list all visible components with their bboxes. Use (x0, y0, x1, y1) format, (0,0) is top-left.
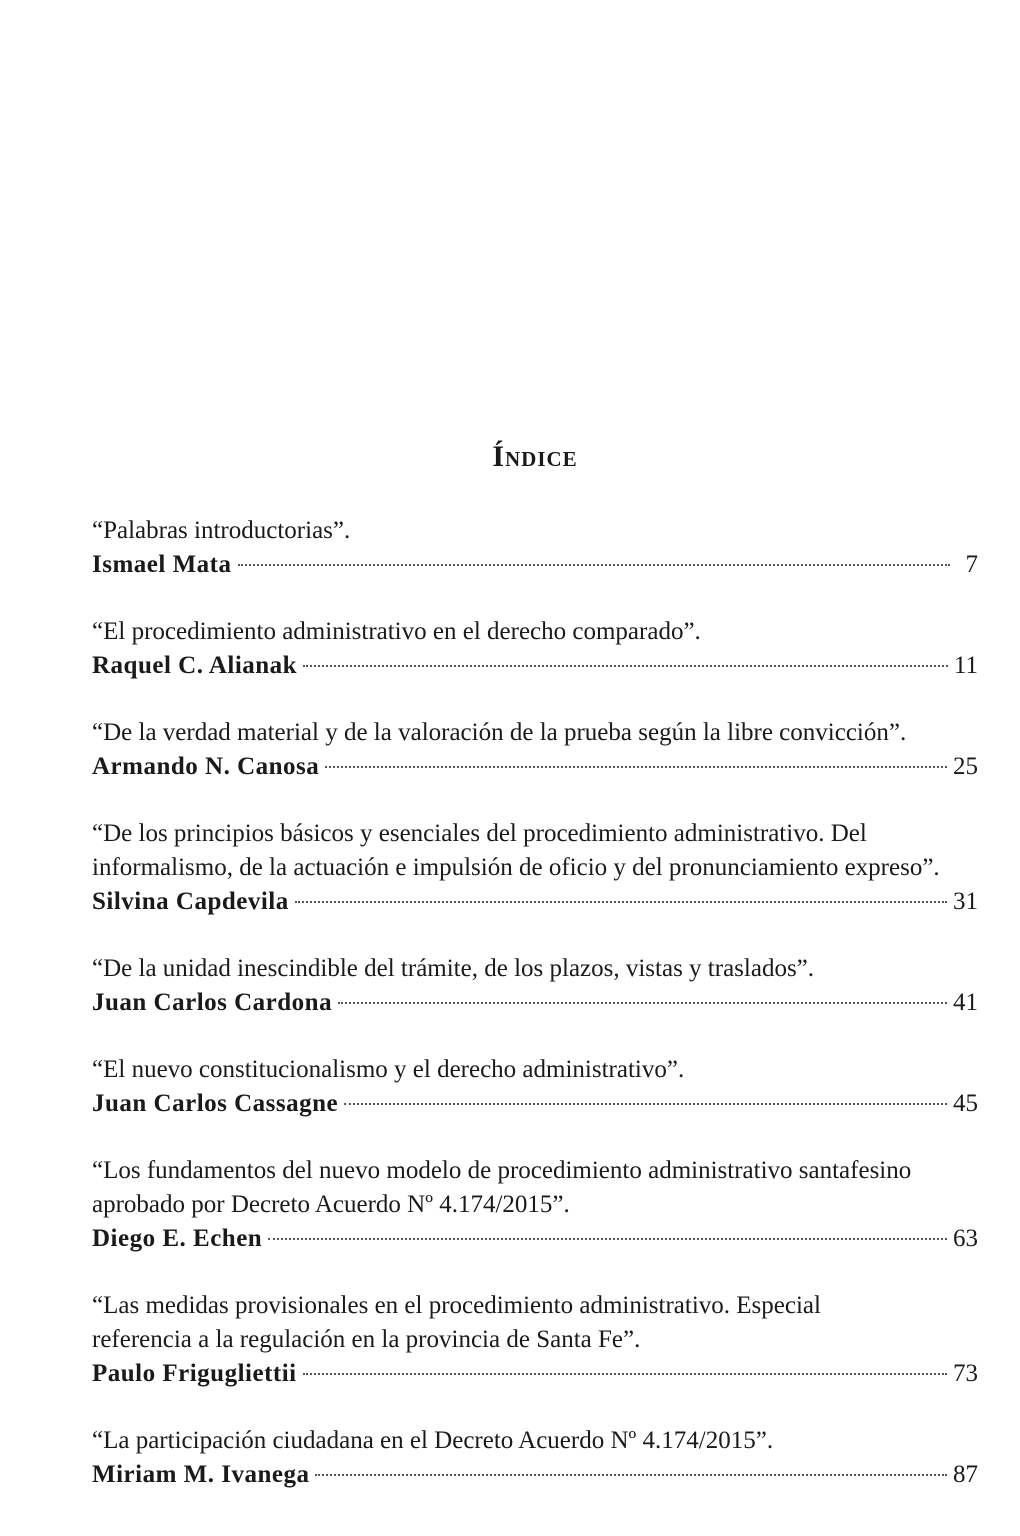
entry-author-line (92, 885, 978, 919)
entry-author: Juan Carlos Cardona (92, 989, 333, 1016)
entry-title: “De la unidad inescindible del trámite, de los plazos, vistas y traslados”. (92, 955, 815, 982)
entry-author-line (92, 649, 978, 683)
entry-page-number: 63 (953, 1225, 978, 1252)
dot-leader (303, 665, 948, 667)
entry-title: referencia a la regulación en la provincia de Santa Fe”. (92, 1326, 641, 1353)
entry-page-number: 41 (953, 989, 978, 1016)
entry-author-line (92, 986, 978, 1020)
entry-page-number: 45 (953, 1090, 978, 1117)
toc-entry[interactable] (92, 1053, 978, 1121)
entry-page-number: 73 (953, 1360, 978, 1387)
toc-entry[interactable] (92, 1289, 978, 1391)
entry-title: “De los principios básicos y esenciales del procedimiento administrativo. Del (92, 820, 867, 847)
entry-author: Diego E. Echen (92, 1225, 263, 1252)
entry-author-line (92, 1458, 978, 1492)
entry-author: Paulo Frigugliettii (92, 1360, 297, 1387)
entry-author: Miriam M. Ivanega (92, 1461, 310, 1488)
dot-leader (344, 1103, 947, 1105)
entry-title: informalismo, de la actuación e impulsión de oficio y del pronunciamiento expreso”. (92, 854, 940, 881)
entry-title: “El procedimiento administrativo en el derecho comparado”. (92, 618, 701, 645)
dot-leader (303, 1373, 947, 1375)
page-title: Índice (492, 440, 578, 473)
toc-entry[interactable] (92, 952, 978, 1020)
entry-author-line (92, 1222, 978, 1256)
entry-title: aprobado por Decreto Acuerdo Nº 4.174/2015”. (92, 1191, 570, 1218)
entry-author: Raquel C. Alianak (92, 652, 298, 679)
toc-entry[interactable] (92, 716, 978, 784)
entry-title: “De la verdad material y de la valoración de la prueba según la libre convicción”. (92, 719, 907, 746)
entry-author: Armando N. Canosa (92, 753, 320, 780)
entry-author: Juan Carlos Cassagne (92, 1090, 339, 1117)
toc-entry[interactable] (92, 514, 978, 582)
entry-title: “La participación ciudadana en el Decreto Acuerdo Nº 4.174/2015”. (92, 1427, 774, 1454)
entry-page-number: 11 (953, 652, 978, 679)
dot-leader (238, 564, 951, 566)
dot-leader (268, 1238, 947, 1240)
entry-title: “El nuevo constitucionalismo y el derecho administrativo”. (92, 1056, 685, 1083)
entry-author-line (92, 1087, 978, 1121)
entry-page-number: 25 (953, 753, 978, 780)
entry-author: Ismael Mata (92, 551, 232, 578)
entry-page-number: 31 (953, 888, 978, 915)
dot-leader (295, 901, 947, 903)
table-of-contents (92, 514, 978, 1525)
entry-page-number: 7 (965, 551, 978, 578)
dot-leader (338, 1002, 947, 1004)
dot-leader (315, 1474, 947, 1476)
toc-entry[interactable] (92, 817, 978, 919)
toc-entry[interactable] (92, 1154, 978, 1256)
toc-entry[interactable] (92, 615, 978, 683)
toc-entry[interactable] (92, 1424, 978, 1492)
entry-title: “Las medidas provisionales en el procedimiento administrativo. Especial (92, 1292, 821, 1319)
entry-author-line (92, 750, 978, 784)
entry-page-number: 87 (953, 1461, 978, 1488)
entry-author-line (92, 1357, 978, 1391)
entry-title: “Los fundamentos del nuevo modelo de procedimiento administrativo santafesino (92, 1157, 912, 1184)
entry-title: “Palabras introductorias”. (92, 517, 351, 544)
entry-author-line (92, 548, 978, 582)
entry-author: Silvina Capdevila (92, 888, 289, 915)
dot-leader (325, 766, 947, 768)
